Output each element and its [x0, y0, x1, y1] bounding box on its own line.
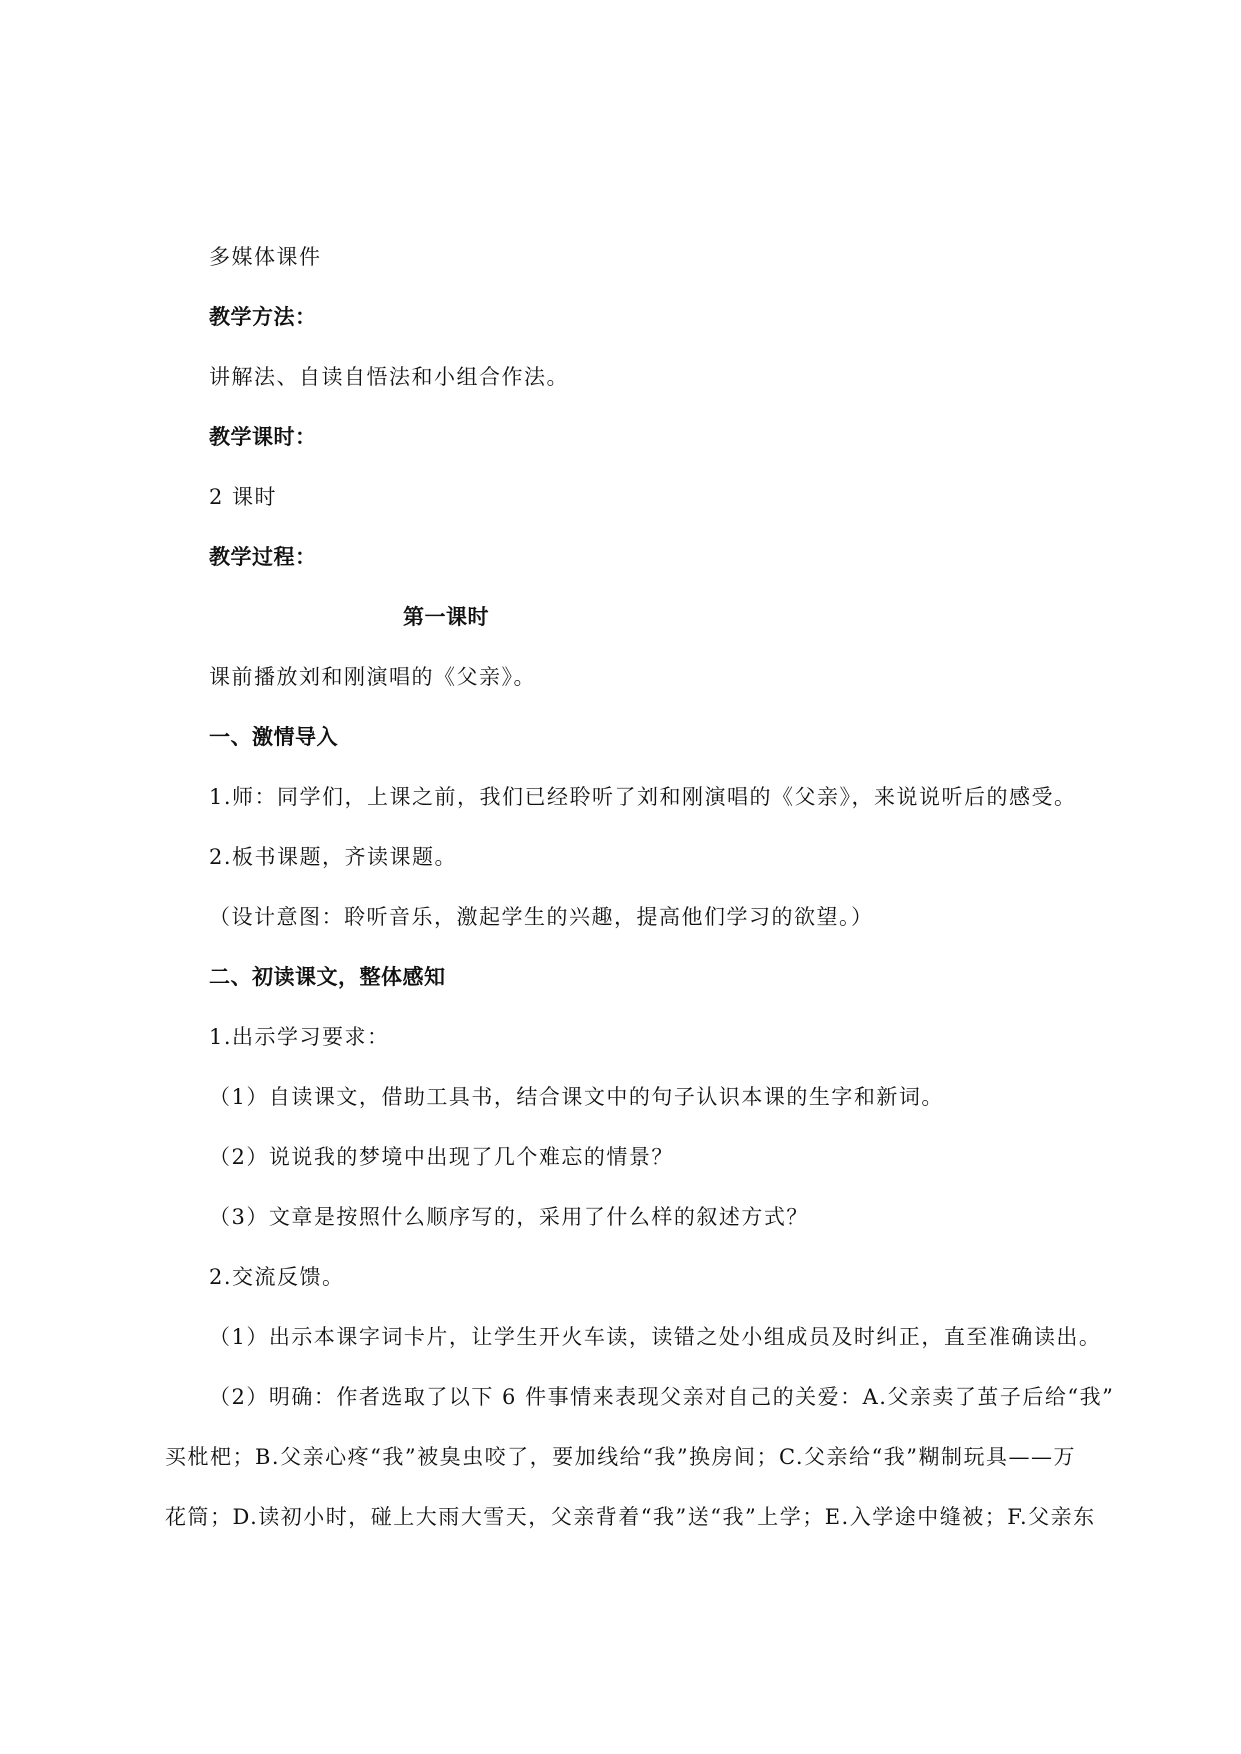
- paragraph: 1.师：同学们，上课之前，我们已经聆听了刘和刚演唱的《父亲》，来说说听后的感受。: [209, 785, 1077, 809]
- heading-teaching-process: 教学过程：: [209, 545, 317, 569]
- material-text: 多媒体课件: [209, 245, 322, 269]
- list-item: （1）自读课文，借助工具书，结合课文中的句子认识本课的生字和新词。: [209, 1085, 944, 1109]
- section-heading-first-reading: 二、初读课文，整体感知: [209, 965, 446, 989]
- list-item: （1）出示本课字词卡片，让学生开火车读，读错之处小组成员及时纠正，直至准确读出。: [209, 1325, 1102, 1349]
- list-item: （2）说说我的梦境中出现了几个难忘的情景？: [209, 1145, 674, 1169]
- paragraph: 课前播放刘和刚演唱的《父亲》。: [209, 665, 536, 689]
- paragraph: 2.交流反馈。: [209, 1265, 345, 1289]
- paragraph: 1.出示学习要求：: [209, 1025, 390, 1049]
- list-item: （2）明确：作者选取了以下 6 件事情来表现父亲对自己的关爱：A.父亲卖了茧子后给“我”: [209, 1385, 1115, 1409]
- paragraph: 2.板书课题，齐读课题。: [209, 845, 458, 869]
- paragraph-continuation: 花筒；D.读初小时，碰上大雨大雪天，父亲背着“我”送“我”上学；E.入学途中缝被；F.父亲东: [165, 1505, 1096, 1529]
- teaching-method-text: 讲解法、自读自悟法和小组合作法。: [209, 365, 569, 389]
- class-hours-text: 2 课时: [209, 485, 278, 509]
- section-heading-intro: 一、激情导入: [209, 725, 338, 749]
- list-item: （3）文章是按照什么顺序写的，采用了什么样的叙述方式？: [209, 1205, 809, 1229]
- heading-class-hours: 教学课时：: [209, 425, 317, 449]
- paragraph-continuation: 买枇杷；B.父亲心疼“我”被臭虫咬了，要加线给“我”换房间；C.父亲给“我”糊制玩具——万: [165, 1445, 1077, 1469]
- lesson-title: 第一课时: [403, 605, 489, 629]
- design-intent-note: （设计意图：聆听音乐，激起学生的兴趣，提高他们学习的欲望。）: [209, 905, 874, 929]
- heading-teaching-method: 教学方法：: [209, 305, 317, 329]
